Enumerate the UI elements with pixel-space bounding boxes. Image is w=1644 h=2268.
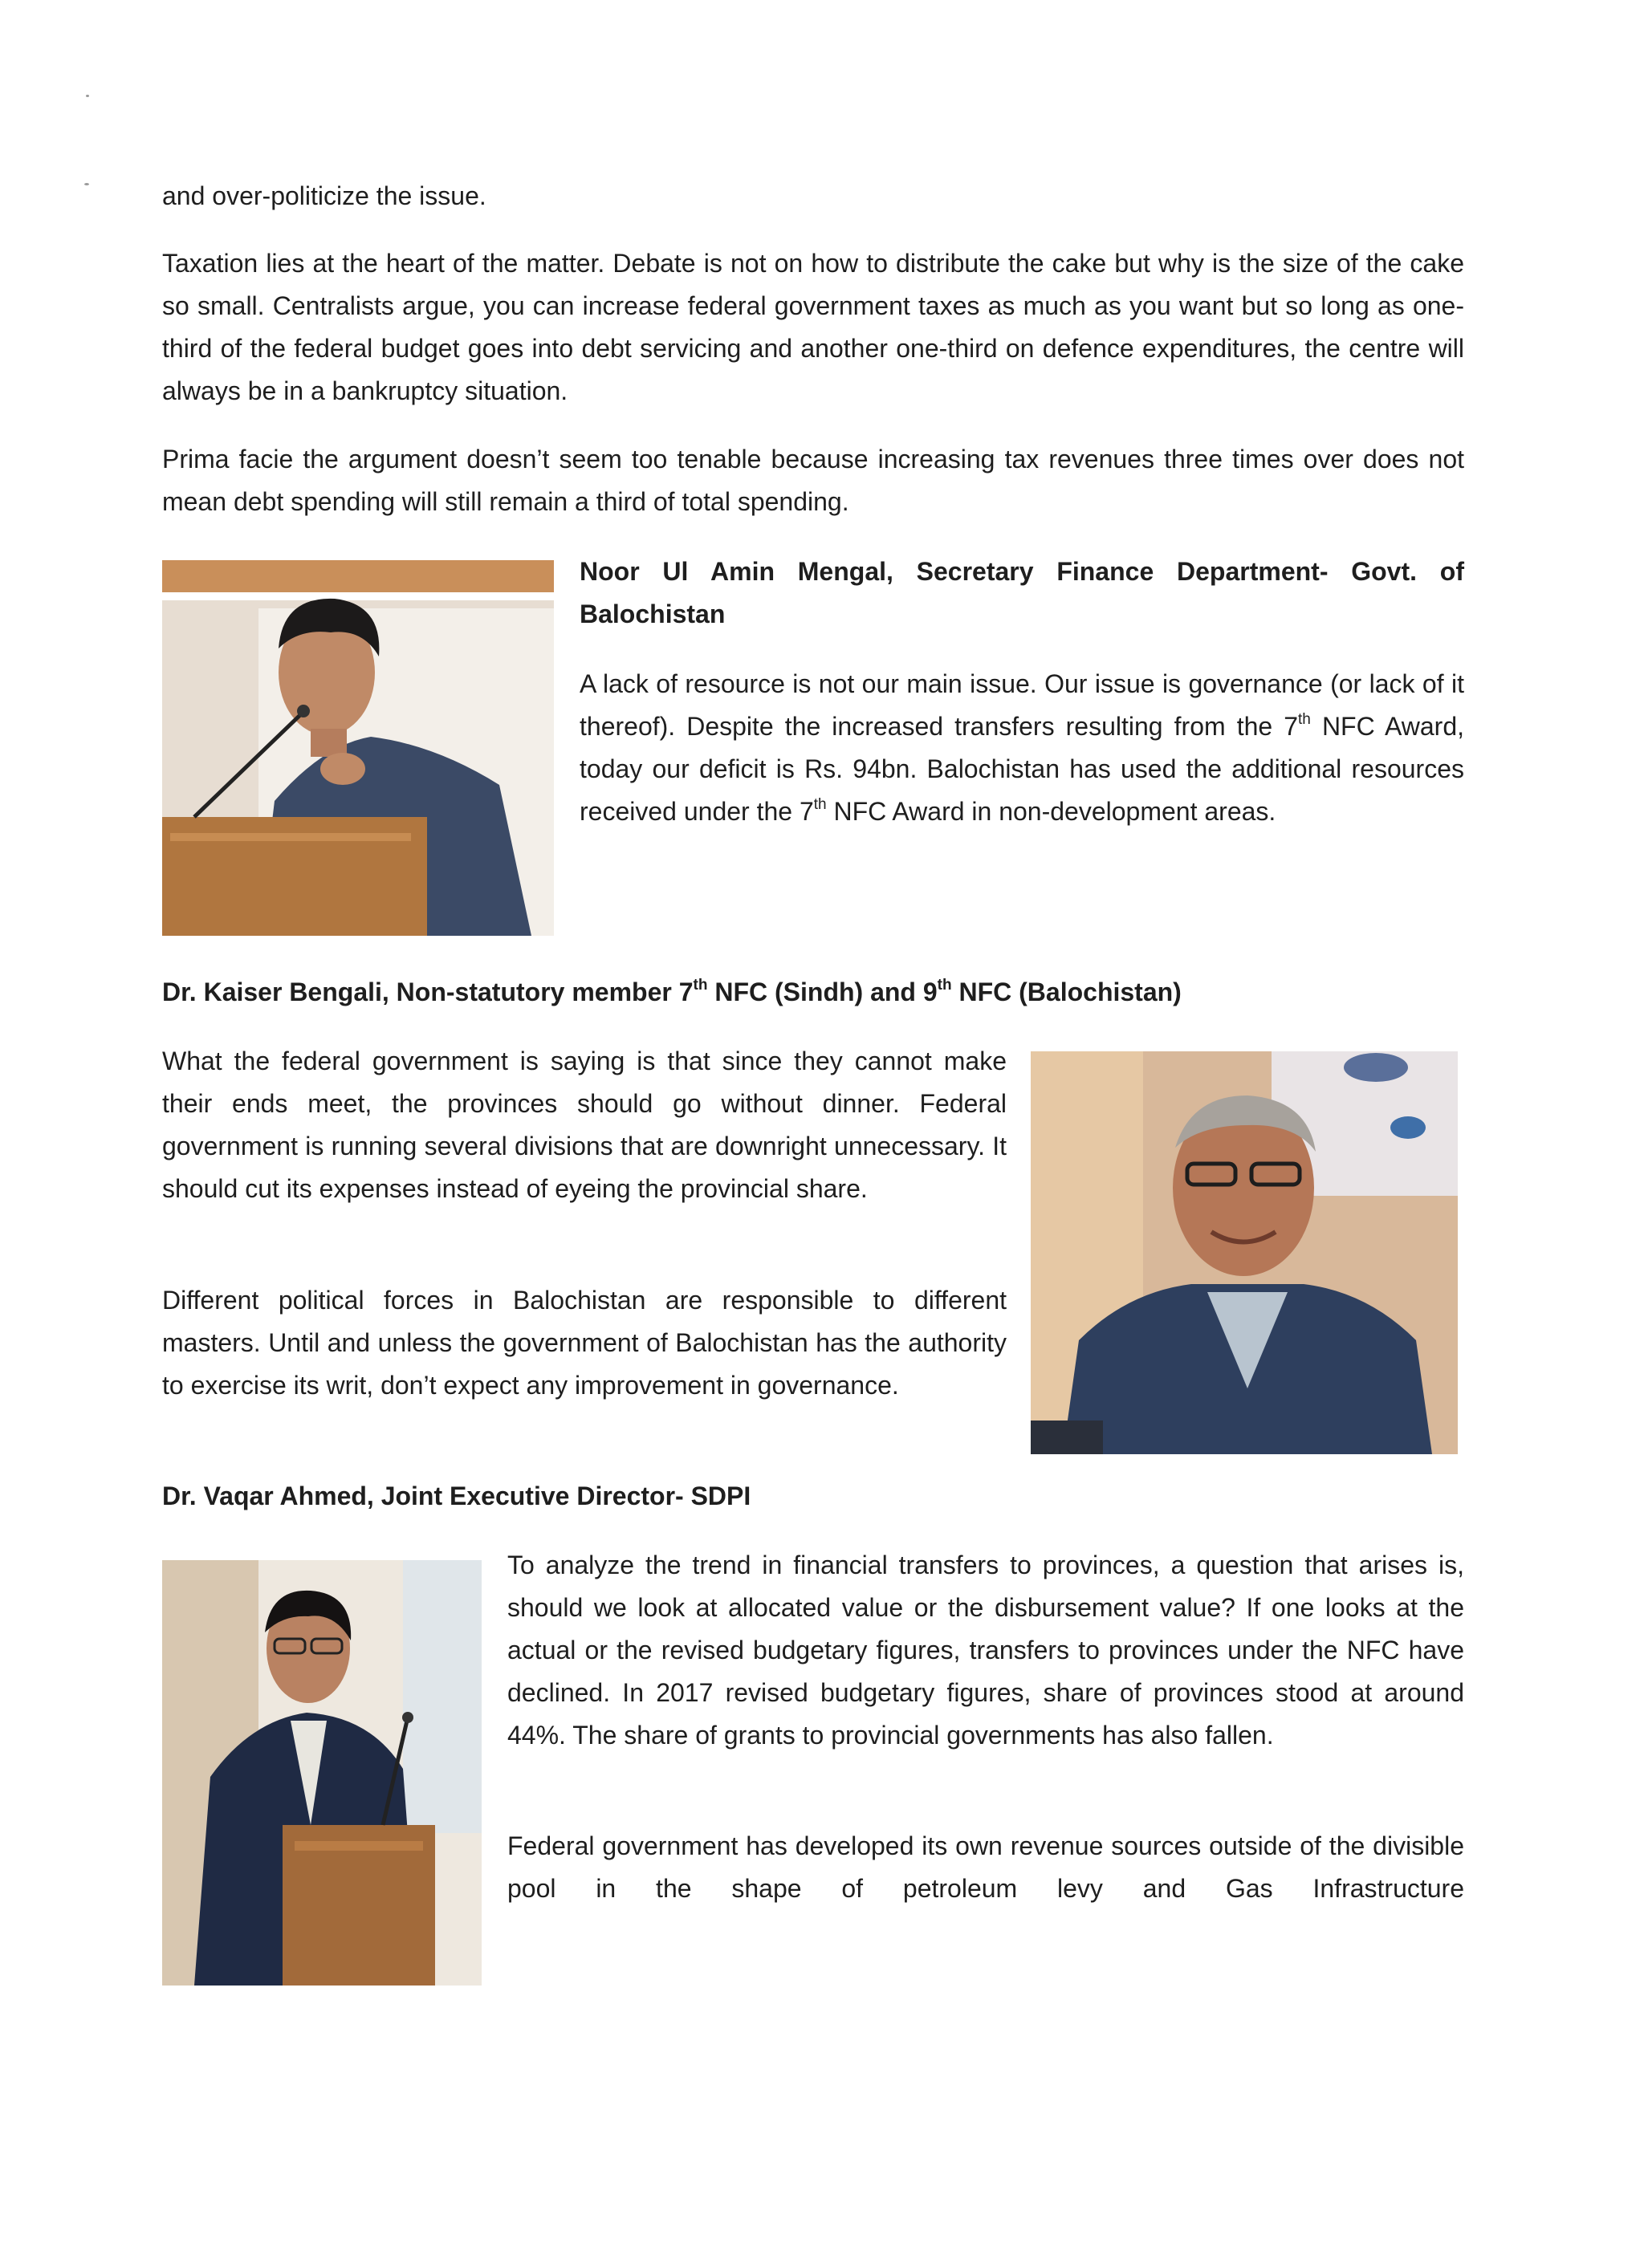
- ahmed-photo: [162, 1560, 482, 1986]
- bengali-heading-part: NFC (Sindh) and: [707, 978, 923, 1006]
- paragraph-taxation: Taxation lies at the heart of the matter. Debate is not on how to distribute the cake but why is the size of the cake so small. Centralists argue, you can increase federal government taxes as much as you want but so long as one-third of the federal budget goes into debt servicing and another one-third on defence expenditures, the centre will always be in a bankruptcy situation.: [162, 249, 1464, 405]
- scan-speck: [86, 95, 89, 97]
- mengal-photo: [162, 560, 554, 936]
- ordinal-suffix: th: [693, 977, 708, 994]
- ahmed-paragraph-2: Federal government has developed its own revenue sources outside of the divisible pool in the shape of petroleum levy and Gas Infrastructure: [507, 1831, 1464, 1903]
- ahmed-heading: Dr. Vaqar Ahmed, Joint Executive Director- SDPI: [162, 1482, 751, 1510]
- paragraph-intro-end: and over-politicize the issue.: [162, 181, 486, 210]
- ordinal-suffix: th: [1298, 711, 1311, 728]
- mengal-nfc-number: 7: [1284, 712, 1299, 741]
- ordinal-suffix: th: [813, 796, 827, 813]
- mengal-para-part: A lack of resource is not our main issue. Our issue is governance (or lack of it thereof). Despite the increased transfers resulting from the: [580, 669, 1464, 741]
- bengali-nfc-number: 7: [678, 978, 694, 1006]
- bengali-heading-part: Dr. Kaiser Bengali, Non-statutory member: [162, 978, 679, 1006]
- mengal-paragraph: [580, 663, 1464, 833]
- bengali-photo: [1031, 1051, 1458, 1454]
- ordinal-suffix: th: [937, 977, 952, 994]
- mengal-heading: Noor Ul Amin Mengal, Secretary Finance Department- Govt. of Balochistan: [580, 557, 1464, 628]
- mengal-para-part: NFC Award, today our deficit is Rs. 94bn. Balochistan has used the additional resources received under the: [580, 712, 1465, 826]
- bengali-heading-part: NFC (Balochistan): [951, 978, 1182, 1006]
- paragraph-prima-facie: Prima facie the argument doesn’t seem too tenable because increasing tax revenues three times over does not mean debt spending will still remain a third of total spending.: [162, 445, 1464, 516]
- bengali-paragraph-1: What the federal government is saying is that since they cannot make their ends meet, the provinces should go without dinner. Federal government is running several divisions that are downright unnecessary. It should cut its expenses instead of eyeing the provincial share.: [162, 1047, 1007, 1203]
- bengali-heading: [162, 971, 1464, 1014]
- mengal-para-part: NFC Award in non-development areas.: [826, 797, 1276, 826]
- bengali-nfc-number: 9: [922, 978, 938, 1006]
- bengali-paragraph-2: Different political forces in Balochistan are responsible to different masters. Until and unless the government of Balochistan has the authority to exercise its writ, don’t expect any improvement in governance.: [162, 1286, 1007, 1400]
- ahmed-paragraph-1: To analyze the trend in financial transfers to provinces, a question that arises is, should we look at allocated value or the disbursement value? If one looks at the actual or the revised budgetary figures, transfers to provinces under the NFC have declined. In 2017 revised budgetary figures, share of provinces stood at around 44%. The share of grants to provincial governments has also fallen.: [507, 1551, 1464, 1750]
- mengal-nfc-number: 7: [799, 797, 814, 826]
- scan-speck: [84, 183, 89, 185]
